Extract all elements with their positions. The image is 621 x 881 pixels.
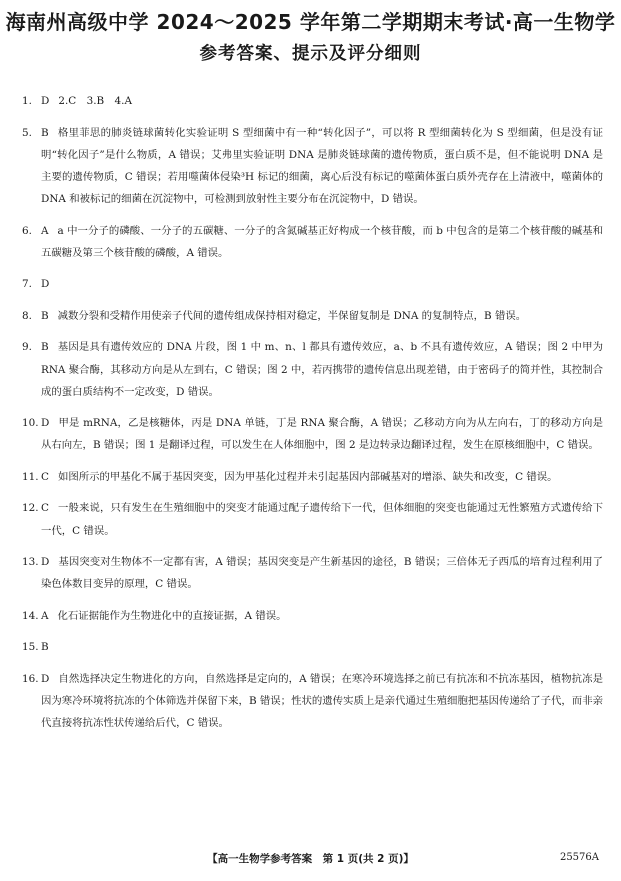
answer-explanation: a 中一分子的磷酸、一分子的五碳糖、一分子的含氮碱基正好构成一个核苷酸，而 b 中包含的是第二个核苷酸的碱基和五碳糖及第三个核苷酸的磷酸，A 错误。: [41, 224, 603, 259]
answer-number: 11.: [22, 470, 39, 483]
answer-explanation: 减数分裂和受精作用使亲子代间的遗传组成保持相对稳定，半保留复制是 DNA 的复制特点，B 错误。: [57, 309, 527, 322]
answer-item: [22, 605, 603, 627]
document-code: 25576A: [559, 852, 599, 863]
answer-item: [22, 636, 603, 658]
answer-letter: D: [41, 417, 50, 430]
answer-letter: B: [41, 341, 49, 354]
answer-item: [22, 273, 603, 295]
answer-explanation: 基因突变对生物体不一定都有害，A 错误；基因突变是产生新基因的途径，B 错误；三倍体无子西瓜的培育过程利用了染色体数目变异的原理，C 错误。: [41, 556, 603, 591]
page-title: 海南州高级中学 2024～2025 学年第二学期期末考试·高一生物学: [5, 10, 616, 34]
answer-number: 9.: [22, 341, 32, 354]
answer-number: 15.: [22, 641, 39, 654]
answer-item: [22, 412, 603, 456]
answer-explanation: 一般来说，只有发生在生殖细胞中的突变才能通过配子遗传给下一代，但体细胞的突变也能通过无性繁殖方式遗传给下一代，C 错误。: [41, 502, 603, 537]
answer-letter: A: [41, 609, 49, 622]
answer-letter: B: [41, 641, 49, 654]
answer-letter: D: [41, 672, 50, 685]
answer-explanation: 2.C 3.B 4.A: [58, 95, 132, 107]
answer-item: [22, 122, 603, 211]
answer-item: [22, 220, 603, 264]
answer-letter: D: [41, 556, 50, 569]
answer-item: [22, 497, 603, 541]
answer-item: [22, 336, 603, 403]
answer-number: 10.: [22, 417, 39, 430]
answer-explanation: 格里菲思的肺炎链球菌转化实验证明 S 型细菌中有一种“转化因子”，可以将 R 型细菌转化为 S 型细菌，但是没有证明“转化因子”是什么物质，A 错误；艾弗里实验证明 DNA 是肺炎链球菌的遗传物质，蛋白质不是，但不能说明 DNA 是主要的遗传物质，C 错误；若用噬菌体侵染³H 标记的细菌，离心后没有标记的噬菌体蛋白质外壳存在上清液中，噬菌体的 DNA 和被标记的细菌在沉淀物中，可检测到放射性主要分布在沉淀物中，D 错误。: [41, 126, 603, 206]
answer-number: 6.: [22, 224, 32, 237]
answer-letter: A: [41, 224, 49, 237]
answer-number: 5.: [22, 126, 32, 139]
page-footer: 【高一生物学参考答案 第 1 页(共 2 页)】: [207, 853, 414, 865]
answer-explanation: 甲是 mRNA，乙是核糖体，丙是 DNA 单链，丁是 RNA 聚合酶，A 错误；乙移动方向为从左向右，丁的移动方向是从右向左，B 错误；图 1 是翻译过程，可以发生在人体细胞中，图 2 是边转录边翻译过程，发生在原核细胞中，C 错误。: [41, 417, 603, 452]
answer-number: 8.: [22, 309, 32, 322]
answer-letter: B: [41, 309, 49, 322]
answer-explanation: 化石证据能作为生物进化中的直接证据，A 错误。: [57, 609, 287, 622]
answer-letter: D: [41, 278, 50, 291]
answer-number: 13.: [22, 556, 39, 569]
answer-number: 16.: [22, 672, 39, 685]
answer-item: [22, 305, 603, 327]
answer-number: 12.: [22, 502, 39, 515]
answer-letter: C: [41, 470, 49, 483]
answer-item: [22, 551, 603, 595]
answer-letter: B: [41, 126, 49, 139]
answer-item: [22, 466, 603, 488]
answer-item: [22, 668, 603, 735]
answer-explanation: 自然选择决定生物进化的方向，自然选择是定向的，A 错误；在寒冷环境选择之前已有抗冻和不抗冻基因，植物抗冻是因为寒冷环境将抗冻的个体筛选并保留下来，B 错误；性状的遗传实质上是亲代通过生殖细胞把基因传递给了子代，而非亲代直接将抗冻性状传递给后代，C 错误。: [41, 672, 603, 730]
answer-number: 14.: [22, 609, 39, 622]
answer-explanation: 如图所示的甲基化不属于基因突变，因为甲基化过程并未引起基因内部碱基对的增添、缺失和改变，C 错误。: [57, 470, 558, 483]
answer-letter: C: [41, 502, 49, 515]
answer-item: [22, 90, 603, 112]
answer-explanation: 基因是具有遗传效应的 DNA 片段，图 1 中 m、n、l 都具有遗传效应，a、b 不具有遗传效应，A 错误；图 2 中甲为 RNA 聚合酶，其移动方向是从左到右，C 错误；图 2 中，若丙携带的遗传信息出现差错，由于密码子的简并性，其控制合成的蛋白质结构不一定改变，D 错误。: [41, 341, 603, 398]
answer-letter: D: [41, 95, 50, 107]
page-subtitle: 参考答案、提示及评分细则: [199, 44, 422, 64]
answer-number: 1.: [22, 95, 32, 107]
answer-number: 7.: [22, 278, 32, 291]
answer-list: [22, 90, 603, 744]
